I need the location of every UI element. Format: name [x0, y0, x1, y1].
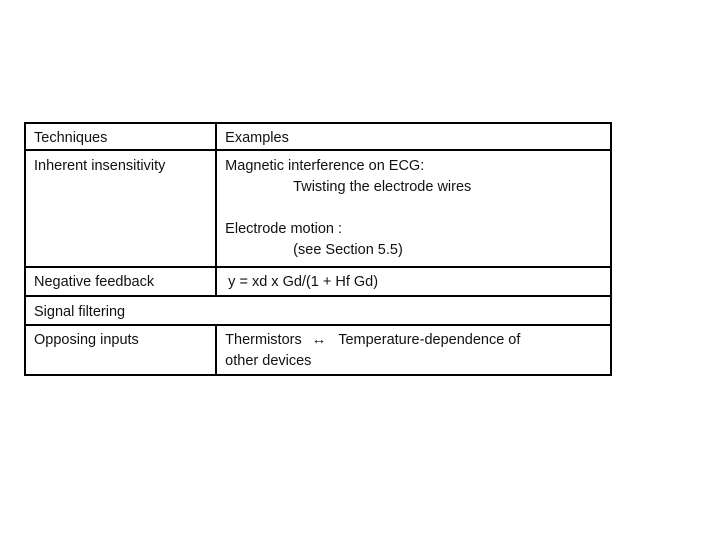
table-header-row	[25, 123, 611, 150]
technique-signal-filtering: Signal filtering	[25, 296, 216, 325]
techniques-table	[24, 122, 612, 376]
feedback-formula: y = xd x Gd/(1 + Hf Gd)	[228, 274, 379, 290]
technique-opposing-inputs: Opposing inputs	[25, 325, 216, 375]
technique-negative-feedback: Negative feedback	[25, 267, 216, 296]
example-opposing-inputs	[216, 325, 611, 375]
header-techniques: Techniques	[25, 123, 216, 150]
example-inherent-insensitivity	[216, 150, 611, 267]
header-examples: Examples	[216, 123, 611, 150]
example-line: Magnetic interference on ECG:	[225, 158, 425, 174]
table-row	[25, 150, 611, 267]
double-arrow-icon: ↔	[311, 332, 327, 348]
table-row	[25, 267, 611, 296]
example-negative-feedback	[216, 267, 611, 296]
table-row	[25, 296, 611, 325]
technique-inherent-insensitivity: Inherent insensitivity	[25, 150, 216, 267]
thermistors-text: Thermistors	[225, 332, 302, 348]
example-line: Electrode motion :	[225, 221, 343, 237]
example-line	[225, 330, 602, 351]
temperature-dependence-text: Temperature-dependence of	[338, 332, 521, 348]
example-signal-filtering	[216, 296, 611, 325]
example-line: other devices	[225, 353, 312, 369]
example-line-indented: (see Section 5.5)	[293, 242, 403, 258]
example-line-indented: Twisting the electrode wires	[293, 179, 472, 195]
line-spacer	[225, 198, 602, 219]
table-row	[25, 325, 611, 375]
